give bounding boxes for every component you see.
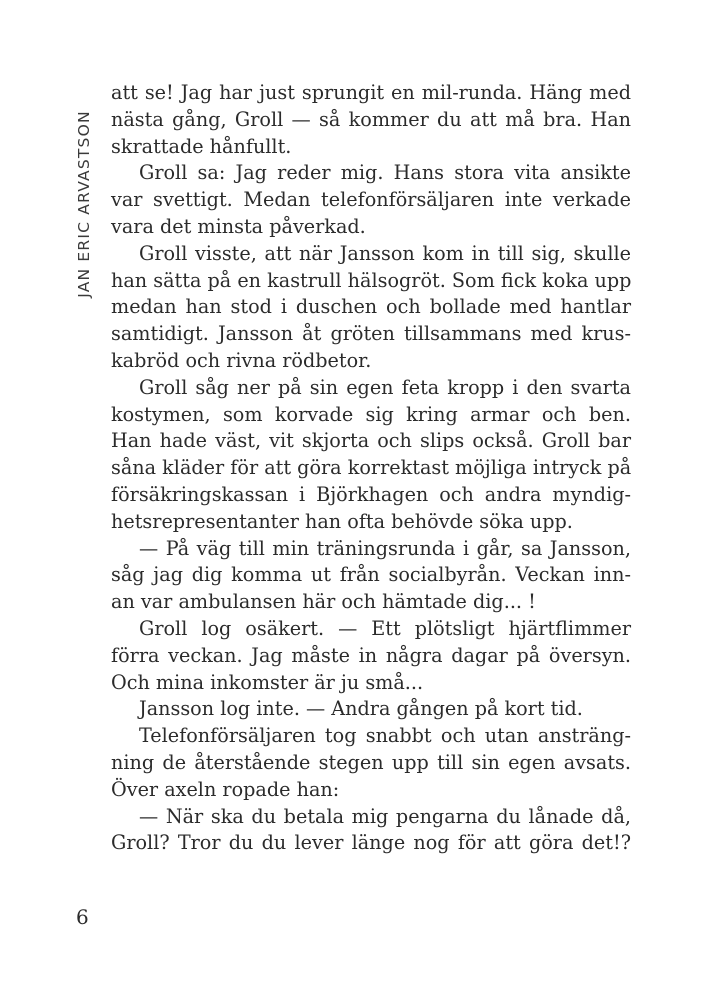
text-line: Groll visste, att när Jansson kom in till sig, skulle [139,241,631,265]
text-line: förra veckan. Jag måste in några dagar på översyn. [111,643,631,667]
text-line: Groll? Tror du du lever länge nog för att göra det!? [111,831,631,855]
text-line: Jansson log inte. — Andra gången på kort tid. [139,697,583,721]
text-line: var svettigt. Medan telefonförsäljaren inte verkade [111,188,631,212]
text-line: att se! Jag har just sprungit en mil-runda. Häng med [111,81,631,104]
text-line: Han hade väst, vit skjorta och slips också. Groll bar [111,429,631,453]
text-line: — På väg till min träningsrunda i går, sa Jansson, [139,536,631,560]
text-line: Över axeln ropade han: [111,777,340,801]
text-line: kostymen, som korvade sig kring armar och ben. [111,402,631,426]
text-line: Telefonförsäljaren tog snabbt och utan ansträng- [139,724,631,748]
text-line: an var ambulansen här och hämtade dig... ! [111,590,536,614]
text-line: kabröd och rivna rödbetor. [111,348,372,372]
text-line: ning de återstående stegen upp till sin egen avsats. [111,750,631,774]
body-text [111,80,631,857]
text-line: Groll såg ner på sin egen feta kropp i den svarta [139,375,631,399]
text-line: vara det minsta påverkad. [111,214,366,238]
text-line: medan han stod i duschen och bollade med hantlar [111,295,631,319]
text-line: Groll log osäkert. — Ett plötsligt hjärtflimmer [139,616,631,640]
text-line: skrattade hånfullt. [111,134,292,158]
running-head-author [72,96,96,312]
text-line: samtidigt. Jansson åt gröten tillsammans med krus- [111,322,631,346]
text-line: nästa gång, Groll — så kommer du att må bra. Han [111,107,631,131]
text-line: han sätta på en kastrull hälsogröt. Som fick koka upp [111,268,632,292]
text-line: Och mina inkomster är ju små... [111,670,424,694]
author-name: JAN ERIC ARVASTSON [75,110,93,298]
text-line: såg jag dig komma ut från socialbyrån. Veckan inn- [111,563,631,587]
text-line: — När ska du betala mig pengarna du lånade då, [139,804,631,828]
text-line: hetsrepresentanter han ofta behövde söka upp. [111,509,573,533]
text-line: Groll sa: Jag reder mig. Hans stora vita ansikte [139,161,631,185]
text-line: försäkringskassan i Björkhagen och andra myndig- [111,482,631,506]
text-line: såna kläder för att göra korrektast möjliga intryck på [111,456,632,480]
page-number: 6 [76,905,89,929]
